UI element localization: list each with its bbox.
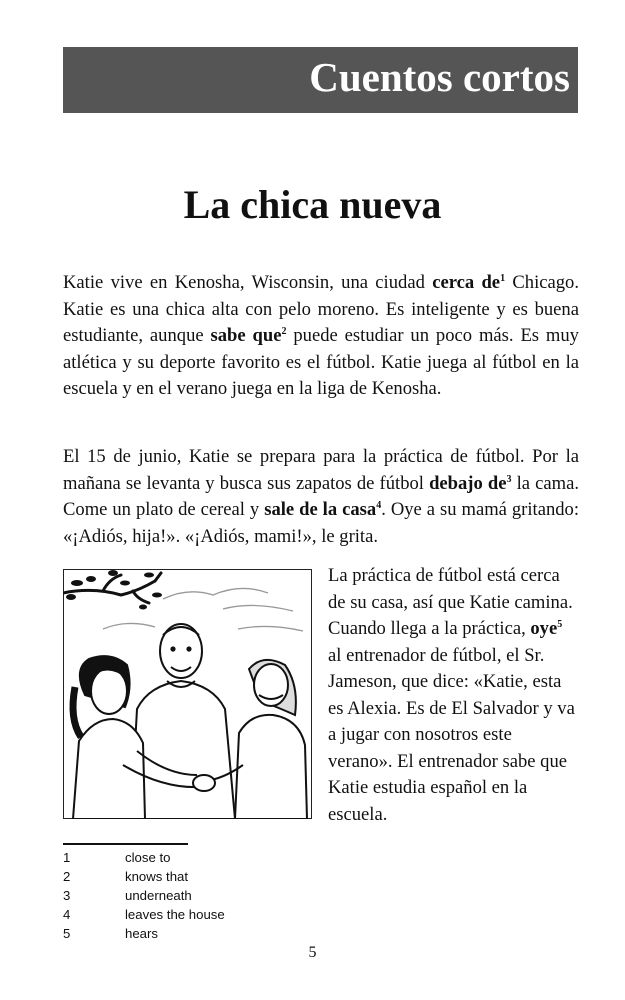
section-header-band xyxy=(63,47,578,113)
page-number: 5 xyxy=(308,944,317,961)
footnote-item xyxy=(63,848,363,867)
paragraph-1 xyxy=(63,270,579,403)
text-run: Chicago. Katie es una chica alta con pelo moreno. Es inteligente y es buena estudiante, aunque xyxy=(63,272,580,346)
text-run: . Oye a su mamá gritando: «¡Adiós, hija!». «¡Adiós, mami!», le grita. xyxy=(63,499,580,547)
handshake xyxy=(193,775,215,791)
footnotes xyxy=(63,848,363,943)
footnote-text: leaves the house xyxy=(125,907,225,922)
footnote-ref: 2 xyxy=(281,325,287,337)
footnote-text: underneath xyxy=(125,888,192,903)
footnote-text: knows that xyxy=(125,869,189,884)
footnote-item xyxy=(63,905,363,924)
story-illustration xyxy=(63,569,312,819)
footnote-number: 1 xyxy=(63,850,71,865)
footnote-ref: 5 xyxy=(557,618,563,630)
text-run: al entrenador de fútbol, el Sr. Jameson, que dice: «Katie, esta es Alexia. Es de El Salvador y va a jugar con nosotros este verano». El entrenador sabe que Katie estudia español en la escuela. xyxy=(328,644,575,825)
footnote-text: close to xyxy=(125,850,171,865)
glossed-term: debajo de xyxy=(429,472,507,494)
footnote-ref: 1 xyxy=(500,272,506,284)
story-title: La chica nueva xyxy=(183,182,442,227)
text-run: La práctica de fútbol está cerca de su casa, así que Katie camina. Cuando llega a la práctica, xyxy=(328,565,573,639)
footnote-item xyxy=(63,886,363,905)
glossed-term: sale de la casa xyxy=(264,499,377,520)
footnote-number: 3 xyxy=(63,888,71,903)
footnote-number: 5 xyxy=(63,926,71,941)
footnote-text: hears xyxy=(125,926,158,941)
glossed-term: sabe que xyxy=(210,325,282,346)
footnote-item xyxy=(63,924,363,943)
footnote-item xyxy=(63,867,363,886)
footnote-ref: 3 xyxy=(506,473,512,485)
text-run: Katie vive en Kenosha, Wisconsin, una ciudad xyxy=(63,272,433,293)
footnote-number: 2 xyxy=(63,869,71,884)
text-run: la cama. Come un plato de cereal y xyxy=(63,472,579,520)
footnote-ref: 4 xyxy=(376,499,382,511)
section-title: Cuentos cortos xyxy=(309,54,570,100)
paragraph-3 xyxy=(328,563,580,828)
glossed-term: oye xyxy=(530,618,558,639)
text-run: El 15 de junio, Katie se prepara para la práctica de fútbol. Por la mañana se levanta y busca sus zapatos de fútbol xyxy=(63,446,579,494)
text-run: puede estudiar un poco más. Es muy atlética y su deporte favorito es el fútbol. Katie juega al fútbol en la escuela y en el verano juega en la liga de Kenosha. xyxy=(63,325,579,399)
footnote-divider xyxy=(63,843,188,845)
footnote-number: 4 xyxy=(63,907,71,922)
glossed-term: cerca de xyxy=(432,272,501,293)
paragraph-2 xyxy=(63,444,579,550)
